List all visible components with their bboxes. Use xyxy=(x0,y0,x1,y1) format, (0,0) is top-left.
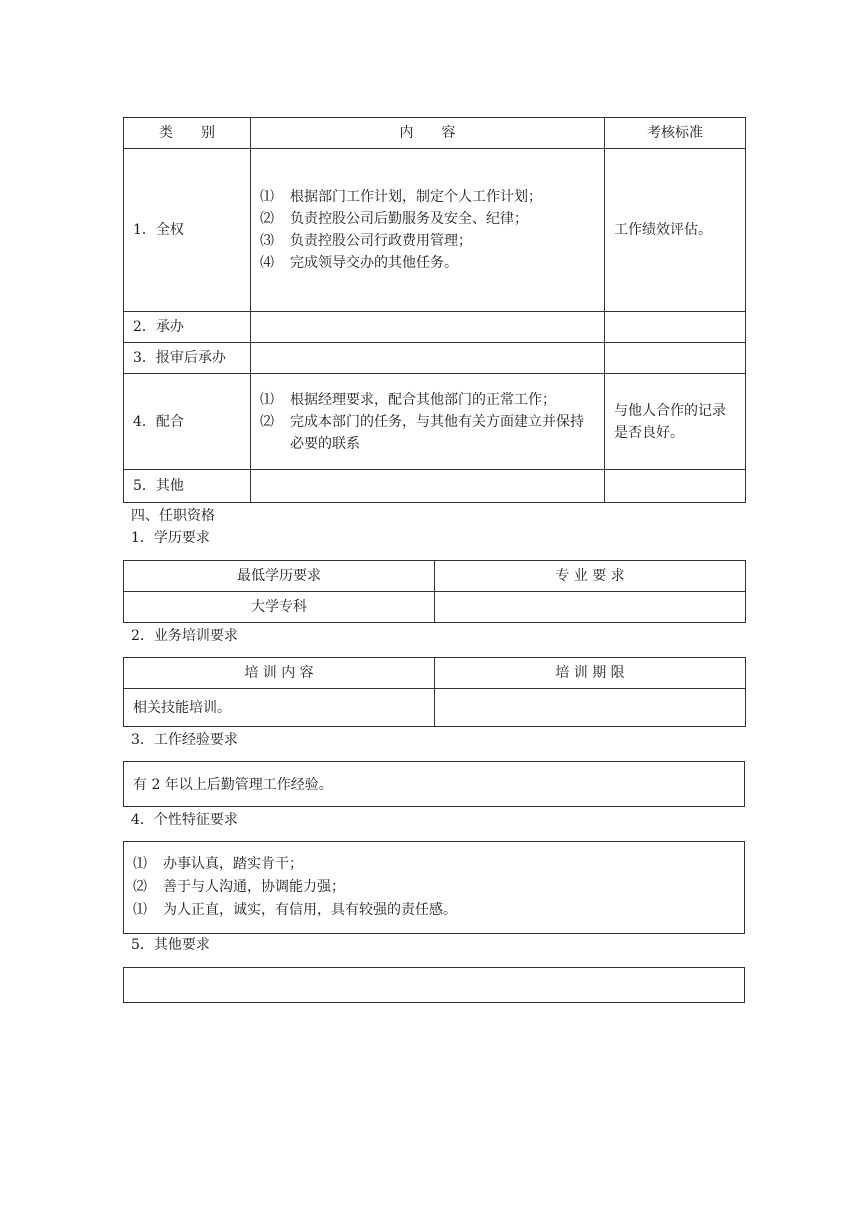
item-text: 为人正直，诚实，有信用，具有较强的责任感。 xyxy=(163,902,457,918)
list-item xyxy=(260,208,595,230)
education-header-degree: 最低学历要求 xyxy=(124,561,435,592)
list-item xyxy=(260,411,595,455)
list-item xyxy=(260,186,595,208)
training-content-value: 相关技能培训。 xyxy=(124,689,435,727)
item-text: 负责控股公司行政费用管理； xyxy=(290,233,472,249)
item-number: ⑷ xyxy=(260,255,274,271)
list-item xyxy=(133,876,735,899)
row-standard: 与他人合作的记录是否良好。 xyxy=(605,374,746,470)
item-text: 善于与人沟通，协调能力强； xyxy=(163,879,345,895)
list-item xyxy=(133,899,735,922)
item-number: ⑴ xyxy=(260,189,274,205)
personality-list xyxy=(133,853,735,922)
list-item xyxy=(133,853,735,876)
header-category: 类 别 xyxy=(124,118,251,149)
training-header-content: 培 训 内 容 xyxy=(124,658,435,689)
table-row xyxy=(124,149,746,312)
table-row xyxy=(124,592,746,623)
list-item xyxy=(260,230,595,252)
training-title: 2．业务培训要求 xyxy=(131,628,238,644)
other-box xyxy=(123,967,745,1003)
experience-box xyxy=(123,761,745,807)
item-text: 根据经理要求，配合其他部门的正常工作； xyxy=(290,391,556,408)
row-category: 1．全权 xyxy=(124,149,251,312)
item-number: ⑶ xyxy=(260,233,274,249)
item-number: ⑵ xyxy=(260,413,274,430)
row-standard xyxy=(605,470,746,503)
table-row xyxy=(124,658,746,689)
row-standard xyxy=(605,312,746,343)
item-text: 负责控股公司后勤服务及安全、纪律； xyxy=(290,211,528,227)
training-period-value xyxy=(435,689,746,727)
education-table xyxy=(123,560,746,623)
education-header-major: 专 业 要 求 xyxy=(435,561,746,592)
personality-title: 4．个性特征要求 xyxy=(131,812,238,828)
experience-text: 有 2 年以上后勤管理工作经验。 xyxy=(133,777,333,793)
row-content xyxy=(251,312,605,343)
table-row xyxy=(124,689,746,727)
item-number: ⑴ xyxy=(133,856,147,872)
row-content xyxy=(251,374,605,470)
duty-table-header-row xyxy=(124,118,746,149)
training-header-period: 培 训 期 限 xyxy=(435,658,746,689)
personality-box xyxy=(123,841,745,934)
row-content xyxy=(251,343,605,374)
item-text: 完成本部门的任务，与其他有关方面建立并保持必要的联系 xyxy=(290,413,584,452)
row-category: 2．承办 xyxy=(124,312,251,343)
row-category: 4．配合 xyxy=(124,374,251,470)
row-content xyxy=(251,149,605,312)
item-text: 根据部门工作计划，制定个人工作计划； xyxy=(290,189,542,205)
other-title: 5．其他要求 xyxy=(131,937,210,953)
table-row xyxy=(124,470,746,503)
table-row xyxy=(124,561,746,592)
duty-table xyxy=(123,117,746,503)
section-title: 四、任职资格 xyxy=(131,508,215,524)
item-number: ⑵ xyxy=(133,879,147,895)
experience-title: 3．工作经验要求 xyxy=(131,732,238,748)
table-row xyxy=(124,343,746,374)
item-text: 办事认真，踏实肯干； xyxy=(163,856,303,872)
duty-list xyxy=(260,186,595,274)
item-number: ⑴ xyxy=(133,902,147,918)
item-text: 完成领导交办的其他任务。 xyxy=(290,255,458,271)
personality-list-wrap xyxy=(124,853,744,922)
education-degree-value: 大学专科 xyxy=(124,592,435,623)
table-row xyxy=(124,312,746,343)
row-standard xyxy=(605,343,746,374)
table-row xyxy=(124,374,746,470)
education-major-value xyxy=(435,592,746,623)
list-item xyxy=(260,389,595,411)
row-category: 5．其他 xyxy=(124,470,251,503)
header-standard: 考核标准 xyxy=(605,118,746,149)
duty-list xyxy=(260,389,595,455)
item-number: ⑵ xyxy=(260,211,274,227)
header-content: 内 容 xyxy=(251,118,605,149)
training-table xyxy=(123,657,746,727)
row-content xyxy=(251,470,605,503)
item-number: ⑴ xyxy=(260,391,274,408)
list-item xyxy=(260,252,595,274)
row-standard: 工作绩效评估。 xyxy=(605,149,746,312)
row-category: 3．报审后承办 xyxy=(124,343,251,374)
education-title: 1．学历要求 xyxy=(131,530,210,546)
